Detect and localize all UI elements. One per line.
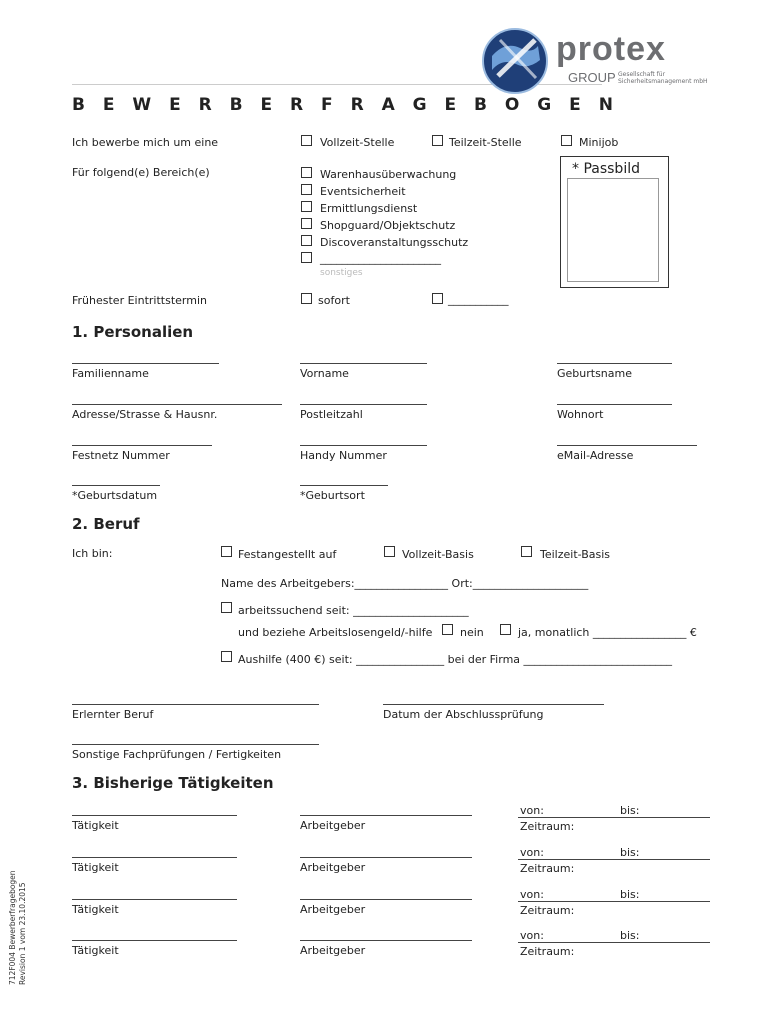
footer-doc-info <box>8 870 28 985</box>
history-row-2-bis-label: bis: <box>620 846 640 859</box>
section3-heading: 3. Bisherige Tätigkeiten <box>72 774 274 792</box>
history-row-1-arbeitgeber-label: Arbeitgeber <box>300 819 366 832</box>
logo-wordmark: protex <box>556 30 666 68</box>
history-row-1-taetigkeit-line[interactable] <box>72 815 237 816</box>
nein-label: nein <box>460 626 484 639</box>
page-title: B E W E R B E R F R A G E B O G E N <box>72 95 619 115</box>
checkbox-area-3[interactable] <box>301 201 312 212</box>
history-row-3-zeitraum-label: Zeitraum: <box>520 904 575 917</box>
erlernter-beruf-label: Erlernter Beruf <box>72 708 154 721</box>
aushilfe-field[interactable]: Aushilfe (400 €) seit: ________________ bei der Firma ___________________________ <box>238 653 673 666</box>
history-row-4-arbeitgeber-line[interactable] <box>300 940 472 941</box>
history-row-1-zeitraum-line[interactable] <box>518 817 710 818</box>
history-row-2-von-label: von: <box>520 846 544 859</box>
wohnort-label: Wohnort <box>557 408 604 421</box>
history-row-4-arbeitgeber-label: Arbeitgeber <box>300 944 366 957</box>
checkbox-teilzeit[interactable] <box>432 135 443 146</box>
history-row-1-arbeitgeber-line[interactable] <box>300 815 472 816</box>
passbild-label: * Passbild <box>572 161 640 177</box>
option-vollzeit-label: Vollzeit-Stelle <box>320 136 395 149</box>
history-row-3-arbeitgeber-line[interactable] <box>300 899 472 900</box>
arbeitgeber-field[interactable]: Name des Arbeitgebers:_________________ Ort:_____________________ <box>221 577 589 590</box>
footer-doc-id: 712F004 Bewerberfragebogen <box>8 870 17 985</box>
checkbox-ja[interactable] <box>500 624 511 635</box>
option-minijob-label: Minijob <box>579 136 619 149</box>
checkbox-area-2[interactable] <box>301 184 312 195</box>
email-label: eMail-Adresse <box>557 449 634 462</box>
vollzeit-basis-label: Vollzeit-Basis <box>402 548 474 561</box>
area-label: Für folgend(e) Bereich(e) <box>72 166 210 179</box>
history-row-4-von-label: von: <box>520 929 544 942</box>
checkbox-festangestellt[interactable] <box>221 546 232 557</box>
ich-bin-label: Ich bin: <box>72 547 113 560</box>
geburtsname-line[interactable] <box>557 363 672 364</box>
area-1-label: Warenhausüberwachung <box>320 168 457 181</box>
section2-heading: 2. Beruf <box>72 515 140 533</box>
area-5-label: Discoveranstaltungsschutz <box>320 236 469 249</box>
arbeitssuchend-field[interactable]: arbeitssuchend seit: _____________________ <box>238 604 469 617</box>
arbeitslosengeld-label: und beziehe Arbeitslosengeld/-hilfe <box>238 626 433 639</box>
checkbox-arbeitssuchend[interactable] <box>221 602 232 613</box>
checkbox-sofort[interactable] <box>301 293 312 304</box>
handy-label: Handy Nummer <box>300 449 387 462</box>
checkbox-aushilfe[interactable] <box>221 651 232 662</box>
checkbox-vollzeit[interactable] <box>301 135 312 146</box>
history-row-4-taetigkeit-label: Tätigkeit <box>72 944 119 957</box>
footer-revision: Revision 1 vom 23.10.2015 <box>18 882 27 985</box>
logo-group: GROUP <box>568 70 616 85</box>
sonstige-line[interactable] <box>72 744 319 745</box>
history-row-4-taetigkeit-line[interactable] <box>72 940 237 941</box>
start-sofort-label: sofort <box>318 294 350 307</box>
festnetz-line[interactable] <box>72 445 212 446</box>
adresse-line[interactable] <box>72 404 282 405</box>
history-row-1-bis-label: bis: <box>620 804 640 817</box>
geburtsort-line[interactable] <box>300 485 388 486</box>
company-logo <box>480 26 708 96</box>
checkbox-area-5[interactable] <box>301 235 312 246</box>
history-row-1-taetigkeit-label: Tätigkeit <box>72 819 119 832</box>
wohnort-line[interactable] <box>557 404 672 405</box>
adresse-label: Adresse/Strasse & Hausnr. <box>72 408 218 421</box>
area-2-label: Eventsicherheit <box>320 185 406 198</box>
abschluss-label: Datum der Abschlussprüfung <box>383 708 544 721</box>
festnetz-label: Festnetz Nummer <box>72 449 170 462</box>
geburtsname-label: Geburtsname <box>557 367 633 380</box>
vorname-line[interactable] <box>300 363 427 364</box>
area-4-label: Shopguard/Objektschutz <box>320 219 456 232</box>
geburtsort-label: *Geburtsort <box>300 489 365 502</box>
history-row-2-taetigkeit-label: Tätigkeit <box>72 861 119 874</box>
section1-heading: 1. Personalien <box>72 323 194 341</box>
handy-line[interactable] <box>300 445 427 446</box>
ja-monatlich-field[interactable]: ja, monatlich _________________ € <box>518 626 697 639</box>
globe-icon <box>480 26 550 96</box>
history-row-2-taetigkeit-line[interactable] <box>72 857 237 858</box>
history-row-4-zeitraum-label: Zeitraum: <box>520 945 575 958</box>
logo-tagline-1: Gesellschaft für <box>618 71 666 78</box>
area-other-field[interactable]: ______________________ <box>320 252 441 265</box>
start-label: Frühester Eintrittstermin <box>72 294 207 307</box>
abschluss-line[interactable] <box>383 704 604 705</box>
history-row-3-taetigkeit-line[interactable] <box>72 899 237 900</box>
history-row-1-zeitraum-label: Zeitraum: <box>520 820 575 833</box>
geburtsdatum-label: *Geburtsdatum <box>72 489 158 502</box>
email-line[interactable] <box>557 445 697 446</box>
history-row-4-zeitraum-line[interactable] <box>518 942 710 943</box>
checkbox-nein[interactable] <box>442 624 453 635</box>
checkbox-minijob[interactable] <box>561 135 572 146</box>
familienname-label: Familienname <box>72 367 149 380</box>
familienname-line[interactable] <box>72 363 219 364</box>
area-3-label: Ermittlungsdienst <box>320 202 418 215</box>
checkbox-vollzeit-basis[interactable] <box>384 546 395 557</box>
apply-label: Ich bewerbe mich um eine <box>72 136 219 149</box>
history-row-2-zeitraum-line[interactable] <box>518 859 710 860</box>
festangestellt-label: Festangestellt auf <box>238 548 337 561</box>
checkbox-area-4[interactable] <box>301 218 312 229</box>
history-row-3-von-label: von: <box>520 888 544 901</box>
teilzeit-basis-label: Teilzeit-Basis <box>540 548 611 561</box>
plz-label: Postleitzahl <box>300 408 363 421</box>
geburtsdatum-line[interactable] <box>72 485 160 486</box>
plz-line[interactable] <box>300 404 427 405</box>
erlernter-beruf-line[interactable] <box>72 704 319 705</box>
history-row-3-arbeitgeber-label: Arbeitgeber <box>300 903 366 916</box>
history-row-2-arbeitgeber-line[interactable] <box>300 857 472 858</box>
checkbox-teilzeit-basis[interactable] <box>521 546 532 557</box>
history-row-3-bis-label: bis: <box>620 888 640 901</box>
history-row-2-arbeitgeber-label: Arbeitgeber <box>300 861 366 874</box>
history-row-3-taetigkeit-label: Tätigkeit <box>72 903 119 916</box>
vorname-label: Vorname <box>300 367 349 380</box>
checkbox-area-other[interactable] <box>301 252 312 263</box>
history-row-4-bis-label: bis: <box>620 929 640 942</box>
passbild-photo-area[interactable] <box>567 178 659 282</box>
option-teilzeit-label: Teilzeit-Stelle <box>449 136 522 149</box>
sonstige-label: Sonstige Fachprüfungen / Fertigkeiten <box>72 748 282 761</box>
start-date-field[interactable]: ___________ <box>448 293 509 306</box>
checkbox-area-1[interactable] <box>301 167 312 178</box>
history-row-1-von-label: von: <box>520 804 544 817</box>
logo-tagline-2: Sicherheitsmanagement mbH <box>618 78 708 85</box>
history-row-3-zeitraum-line[interactable] <box>518 901 710 902</box>
checkbox-start-date[interactable] <box>432 293 443 304</box>
history-row-2-zeitraum-label: Zeitraum: <box>520 862 575 875</box>
sonstiges-hint: sonstiges <box>320 268 363 278</box>
